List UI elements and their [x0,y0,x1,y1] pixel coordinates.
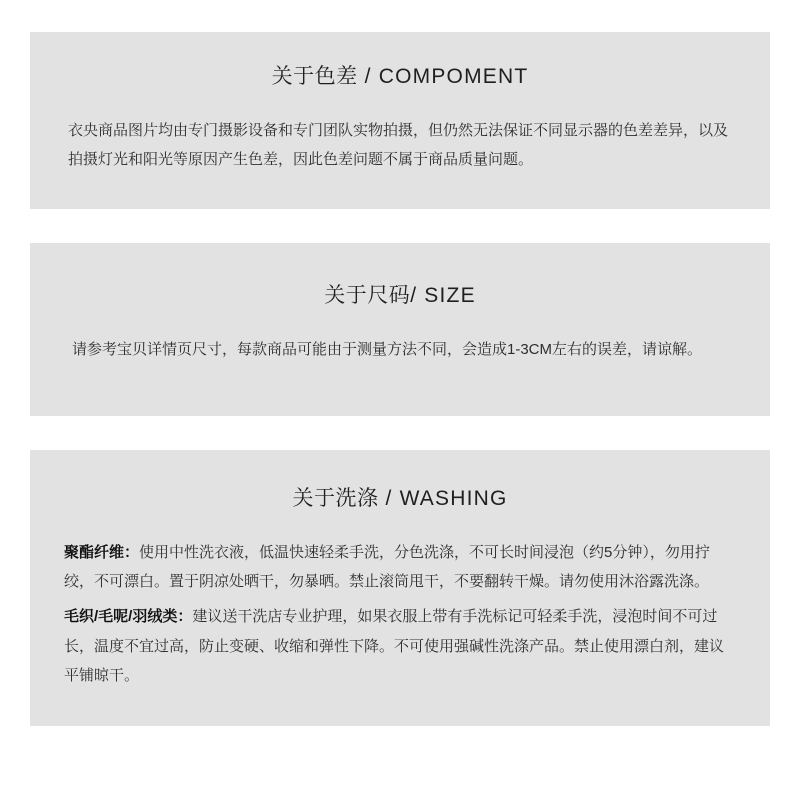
section-size-title-separator: / [410,283,425,307]
section-washing-title-en: WASHING [399,486,508,510]
washing-item-label: 毛织/毛呢/羽绒类： [64,608,193,626]
section-size-paragraph: 请参考宝贝详情页尺寸，每款商品可能由于测量方法不同，会造成1-3CM左右的误差，请谅解。 [72,340,703,358]
section-color-title-cn: 关于色差 [271,65,358,88]
section-color-difference [30,32,770,209]
section-size [30,243,770,416]
washing-item-text: 使用中性洗衣液，低温快速轻柔手洗，分色洗涤，不可长时间浸泡（约5分钟），勿用拧绞，不可漂白。置于阴凉处晒干，勿暴晒。禁止滚筒甩干，不要翻转干燥。请勿使用沐浴露洗涤。 [64,543,710,590]
washing-item [30,602,770,690]
washing-item [30,538,770,597]
section-washing [30,450,770,726]
product-care-infographic [0,32,800,792]
section-size-title-cn: 关于尺码 [324,283,411,307]
section-size-title-en: SIZE [424,283,476,307]
section-color-title [30,60,770,90]
section-washing-title [30,482,770,512]
section-size-title [30,279,770,309]
washing-item-text: 建议送干洗店专业护理，如果衣服上带有手洗标记可轻柔手洗，浸泡时间不可过长，温度不宜过高，防止变硬、收缩和弹性下降。不可使用强碱性洗涤产品。禁止使用漂白剂，建议平铺晾干。 [64,608,725,684]
washing-item-label: 聚酯纤维： [64,543,140,561]
section-washing-title-cn: 关于洗涤 [292,486,379,510]
section-color-title-separator: / [357,65,379,88]
section-washing-title-separator: / [378,486,400,510]
section-color-paragraph: 衣央商品图片均由专门摄影设备和专门团队实物拍摄，但仍然无法保证不同显示器的色差差异，以及拍摄灯光和阳光等原因产生色差，因此色差问题不属于商品质量问题。 [68,122,729,169]
section-color-title-en: COMPOMENT [378,65,529,88]
